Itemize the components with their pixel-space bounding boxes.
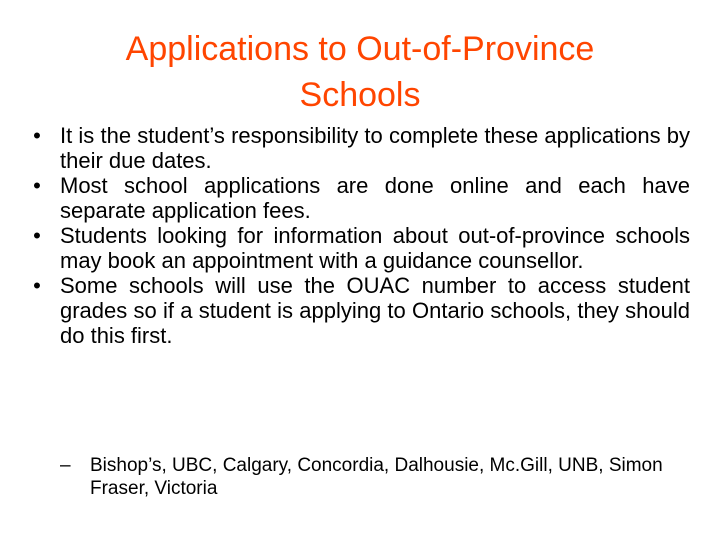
sub-bullet-text: Bishop’s, UBC, Calgary, Concordia, Dalhousie, Mc.Gill, UNB, Simon Fraser, Victoria: [90, 455, 663, 499]
slide-title: [40, 26, 680, 118]
bullet-item: [30, 273, 690, 348]
slide-title-line2: Schools: [299, 76, 421, 114]
bullet-marker: •: [33, 173, 41, 198]
sub-bullet-item: [60, 454, 690, 500]
bullet-marker: •: [33, 223, 41, 248]
sub-bullet-list: [60, 454, 690, 500]
bullet-marker: •: [33, 273, 41, 298]
bullet-text: It is the student’s responsibility to complete these applications by their due dates.: [60, 123, 690, 173]
bullet-item: [30, 123, 690, 173]
bullet-item: [30, 173, 690, 223]
bullet-text: Students looking for information about out-of-province schools may book an appointment with a guidance counsellor.: [60, 223, 690, 273]
bullet-marker: •: [33, 123, 41, 148]
bullet-text: Some schools will use the OUAC number to access student grades so if a student is applying to Ontario schools, they should do this first.: [60, 273, 690, 348]
sub-bullet-marker: –: [60, 455, 71, 476]
bullet-list: [30, 123, 690, 348]
bullet-text: Most school applications are done online and each have separate application fees.: [60, 173, 690, 223]
bullet-item: [30, 223, 690, 273]
slide-title-line1: Applications to Out-of-Province: [125, 30, 595, 68]
